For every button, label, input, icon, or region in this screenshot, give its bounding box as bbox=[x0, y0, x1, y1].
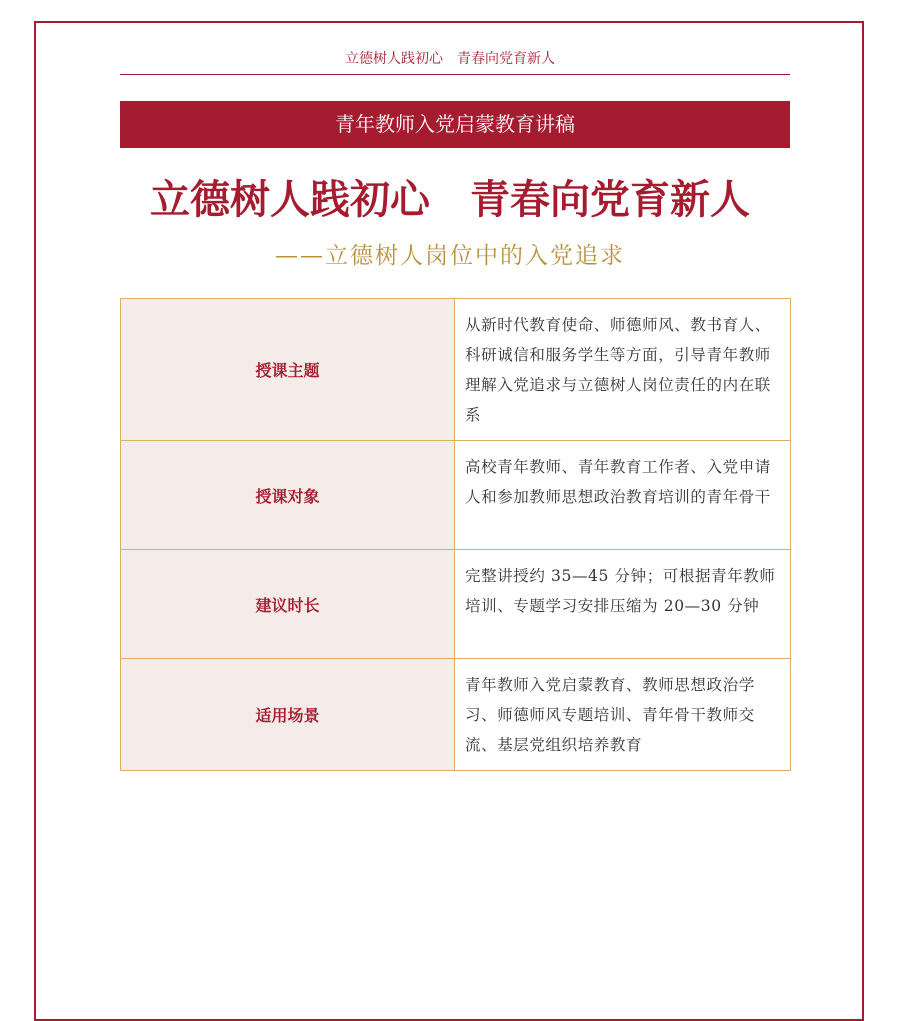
row-value-scenario: 青年教师入党启蒙教育、教师思想政治学习、师德师风专题培训、青年骨干教师交流、基层党组织培养教育 bbox=[455, 659, 791, 771]
running-header: 立德树人践初心 青春向党育新人 bbox=[345, 51, 555, 67]
row-value-duration: 完整讲授约 35—45 分钟；可根据青年教师培训、专题学习安排压缩为 20—30 分钟 bbox=[455, 550, 791, 659]
table-row bbox=[121, 550, 791, 659]
row-value-topic: 从新时代教育使命、师德师风、教书育人、科研诚信和服务学生等方面，引导青年教师理解入党追求与立德树人岗位责任的内在联系 bbox=[455, 299, 791, 441]
page-title: 立德树人践初心 青春向党育新人 bbox=[150, 176, 750, 223]
row-label-topic: 授课主题 bbox=[121, 299, 455, 441]
table-row bbox=[121, 659, 791, 771]
table-row bbox=[121, 299, 791, 441]
row-label-duration: 建议时长 bbox=[121, 550, 455, 659]
page-subtitle: ——立德树人岗位中的入党追求 bbox=[275, 243, 625, 269]
row-label-audience: 授课对象 bbox=[121, 441, 455, 550]
row-value-audience: 高校青年教师、青年教育工作者、入党申请人和参加教师思想政治教育培训的青年骨干 bbox=[455, 441, 791, 550]
table-row bbox=[121, 441, 791, 550]
row-label-scenario: 适用场景 bbox=[121, 659, 455, 771]
course-info-table bbox=[120, 298, 791, 771]
header-divider bbox=[120, 74, 790, 75]
lecture-banner: 青年教师入党启蒙教育讲稿 bbox=[120, 101, 790, 148]
